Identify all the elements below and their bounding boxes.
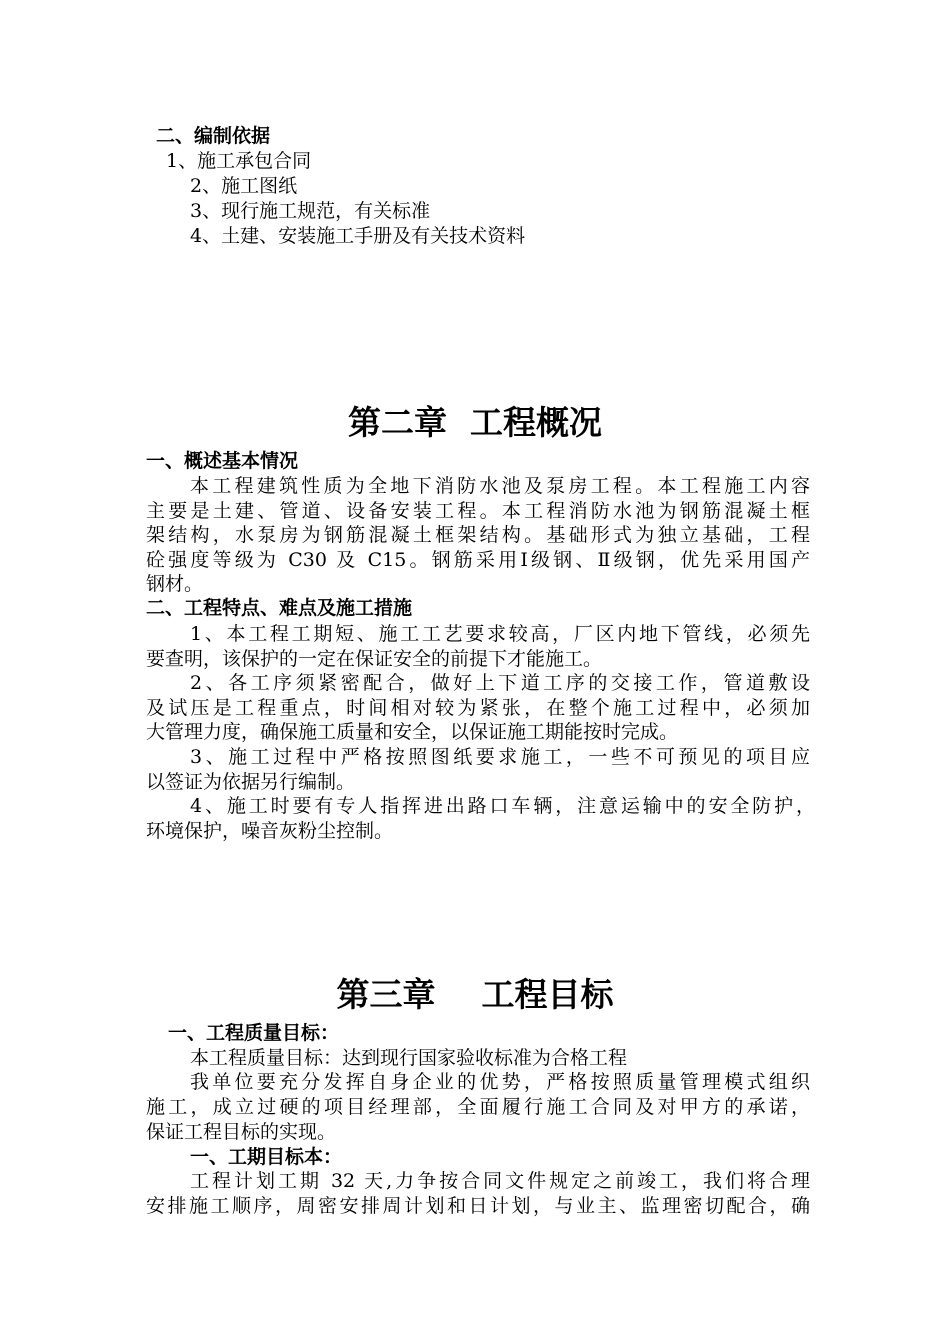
paragraph-line: 主要是土建、管道、设备安装工程。本工程消防水池为钢筋混凝土框	[146, 500, 810, 522]
paragraph-line: 架结构，水泵房为钢筋混凝土框架结构。基础形式为独立基础，工程	[146, 524, 810, 546]
ch2-section1-heading: 一、概述基本情况	[146, 450, 299, 472]
paragraph-line: 大管理力度，确保施工质量和安全，以保证施工期能按时完成。	[146, 721, 679, 743]
paragraph-line: 及试压是工程重点，时间相对较为紧张，在整个施工过程中，必须加	[146, 697, 810, 719]
chapter-3-title: 第三章 工程目标	[336, 975, 614, 1014]
ch3-section1-heading: 一、工程质量目标：	[168, 1022, 340, 1044]
paragraph-line: 我单位要充分发挥自身企业的优势，严格按照质量管理模式组织	[190, 1071, 810, 1093]
paragraph-line: 工程计划工期 32 天,力争按合同文件规定之前竣工，我们将合理	[190, 1170, 810, 1192]
paragraph-line: 3、施工过程中严格按照图纸要求施工，一些不可预见的项目应	[190, 746, 810, 768]
basis-heading: 二、编制依据	[156, 125, 271, 147]
paragraph-line: 钢材。	[146, 573, 204, 595]
paragraph-line: 以签证为依据另行编制。	[146, 771, 356, 793]
chapter-2-title: 第二章 工程概况	[348, 403, 602, 442]
ch3-section2-heading: 一、工期目标本：	[190, 1146, 343, 1168]
paragraph-line: 施工，成立过硬的项目经理部，全面履行施工合同及对甲方的承诺，	[146, 1096, 810, 1118]
paragraph-line: 本工程质量目标：达到现行国家验收标准为合格工程	[190, 1047, 628, 1069]
paragraph-line: 2、各工序须紧密配合，做好上下道工序的交接工作，管道敷设	[190, 672, 810, 694]
basis-item: 4、土建、安装施工手册及有关技术资料	[190, 225, 526, 247]
paragraph-line: 1、本工程工期短、施工工艺要求较高，厂区内地下管线，必须先	[190, 623, 810, 645]
basis-item: 1、施工承包合同	[166, 150, 312, 172]
paragraph-line: 4、施工时要有专人指挥进出路口车辆，注意运输中的安全防护，	[190, 795, 815, 817]
paragraph-line: 要查明，该保护的一定在保证安全的前提下才能施工。	[146, 648, 603, 670]
ch2-section2-heading: 二、工程特点、难点及施工措施	[146, 597, 413, 619]
paragraph-line: 环境保护，噪音灰粉尘控制。	[146, 820, 394, 842]
paragraph-line: 安排施工顺序，周密安排周计划和日计划，与业主、监理密切配合，确	[146, 1195, 810, 1217]
paragraph-line: 本工程建筑性质为全地下消防水池及泵房工程。本工程施工内容	[190, 475, 810, 497]
basis-item: 2、施工图纸	[190, 175, 298, 197]
basis-item: 3、现行施工规范，有关标准	[190, 200, 431, 222]
paragraph-line: 保证工程目标的实现。	[146, 1121, 337, 1143]
paragraph-line: 砼强度等级为 C30 及 C15。钢筋采用Ⅰ级钢、Ⅱ级钢，优先采用国产	[146, 549, 810, 571]
